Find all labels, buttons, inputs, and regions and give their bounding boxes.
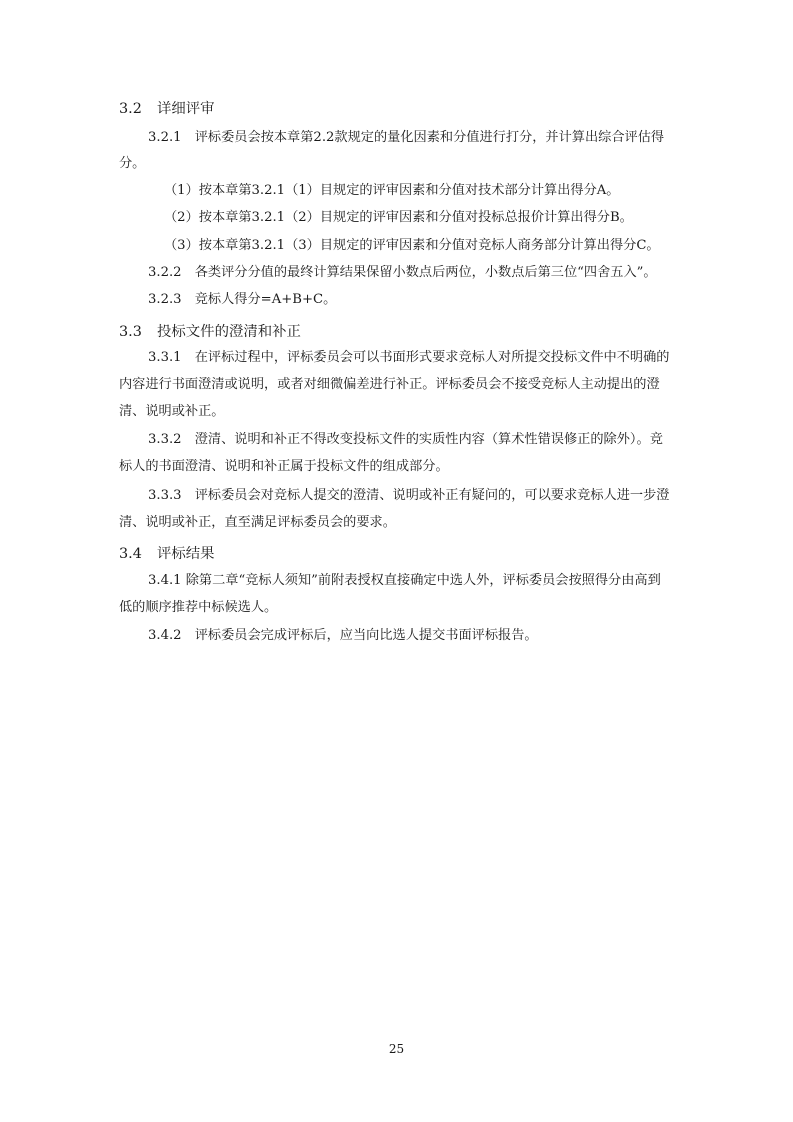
paragraph-3-3-2-line1: 3.3.2 澄清、说明和补正不得改变投标文件的实质性内容（算术性错误修正的除外）。竞: [148, 432, 663, 447]
paragraph-3-3-1-line1: 3.3.1 在评标过程中，评标委员会可以书面形式要求竞标人对所提交投标文件中不明确的: [148, 350, 670, 365]
paragraph-3-3-2-line2: 标人的书面澄清、说明和补正属于投标文件的组成部分。: [119, 459, 449, 474]
list-item-2: （2）按本章第3.2.1（2）目规定的评审因素和分值对投标总报价计算出得分B。: [164, 210, 633, 225]
section-heading-3-2: [119, 97, 215, 118]
section-title: 详细评审: [157, 101, 215, 117]
paragraph-3-3-1-line3: 清、说明或补正。: [119, 404, 225, 419]
paragraph-3-3-3-line1: 3.3.3 评标委员会对竞标人提交的澄清、说明或补正有疑问的，可以要求竞标人进一步澄: [148, 488, 670, 503]
paragraph-3-4-2: 3.4.2 评标委员会完成评标后，应当向比选人提交书面评标报告。: [148, 628, 538, 643]
page-number: 25: [388, 1042, 405, 1056]
list-item-3: （3）按本章第3.2.1（3）目规定的评审因素和分值对竞标人商务部分计算出得分C。: [164, 238, 660, 253]
paragraph-3-2-3: 3.2.3 竞标人得分=A+B+C。: [148, 292, 337, 307]
paragraph-3-4-1-line2: 低的顺序推荐中标候选人。: [119, 600, 278, 615]
section-title: 评标结果: [157, 546, 215, 562]
section-number: 3.3: [119, 324, 142, 340]
paragraph-3-3-3-line2: 清、说明或补正，直至满足评标委员会的要求。: [119, 515, 396, 530]
section-heading-3-3: [119, 320, 301, 341]
paragraph-3-3-1-line2: 内容进行书面澄清或说明，或者对细微偏差进行补正。评标委员会不接受竞标人主动提出的澄: [119, 377, 660, 392]
paragraph-3-2-2: 3.2.2 各类评分分值的最终计算结果保留小数点后两位，小数点后第三位“四舍五入”。: [148, 265, 657, 280]
list-item-1: （1）按本章第3.2.1（1）目规定的评审因素和分值对技术部分计算出得分A。: [164, 183, 620, 198]
paragraph-3-2-1-line1: 3.2.1 评标委员会按本章第2.2款规定的量化因素和分值进行打分，并计算出综合评估得: [148, 130, 665, 145]
section-title: 投标文件的澄清和补正: [157, 324, 301, 340]
paragraph-3-2-1-line2: 分。: [119, 156, 146, 171]
paragraph-3-4-1-line1: 3.4.1 除第二章“竞标人须知”前附表授权直接确定中选人外，评标委员会按照得分由高到: [148, 573, 661, 588]
section-number: 3.2: [119, 101, 142, 117]
section-number: 3.4: [119, 546, 142, 562]
section-heading-3-4: [119, 542, 215, 563]
